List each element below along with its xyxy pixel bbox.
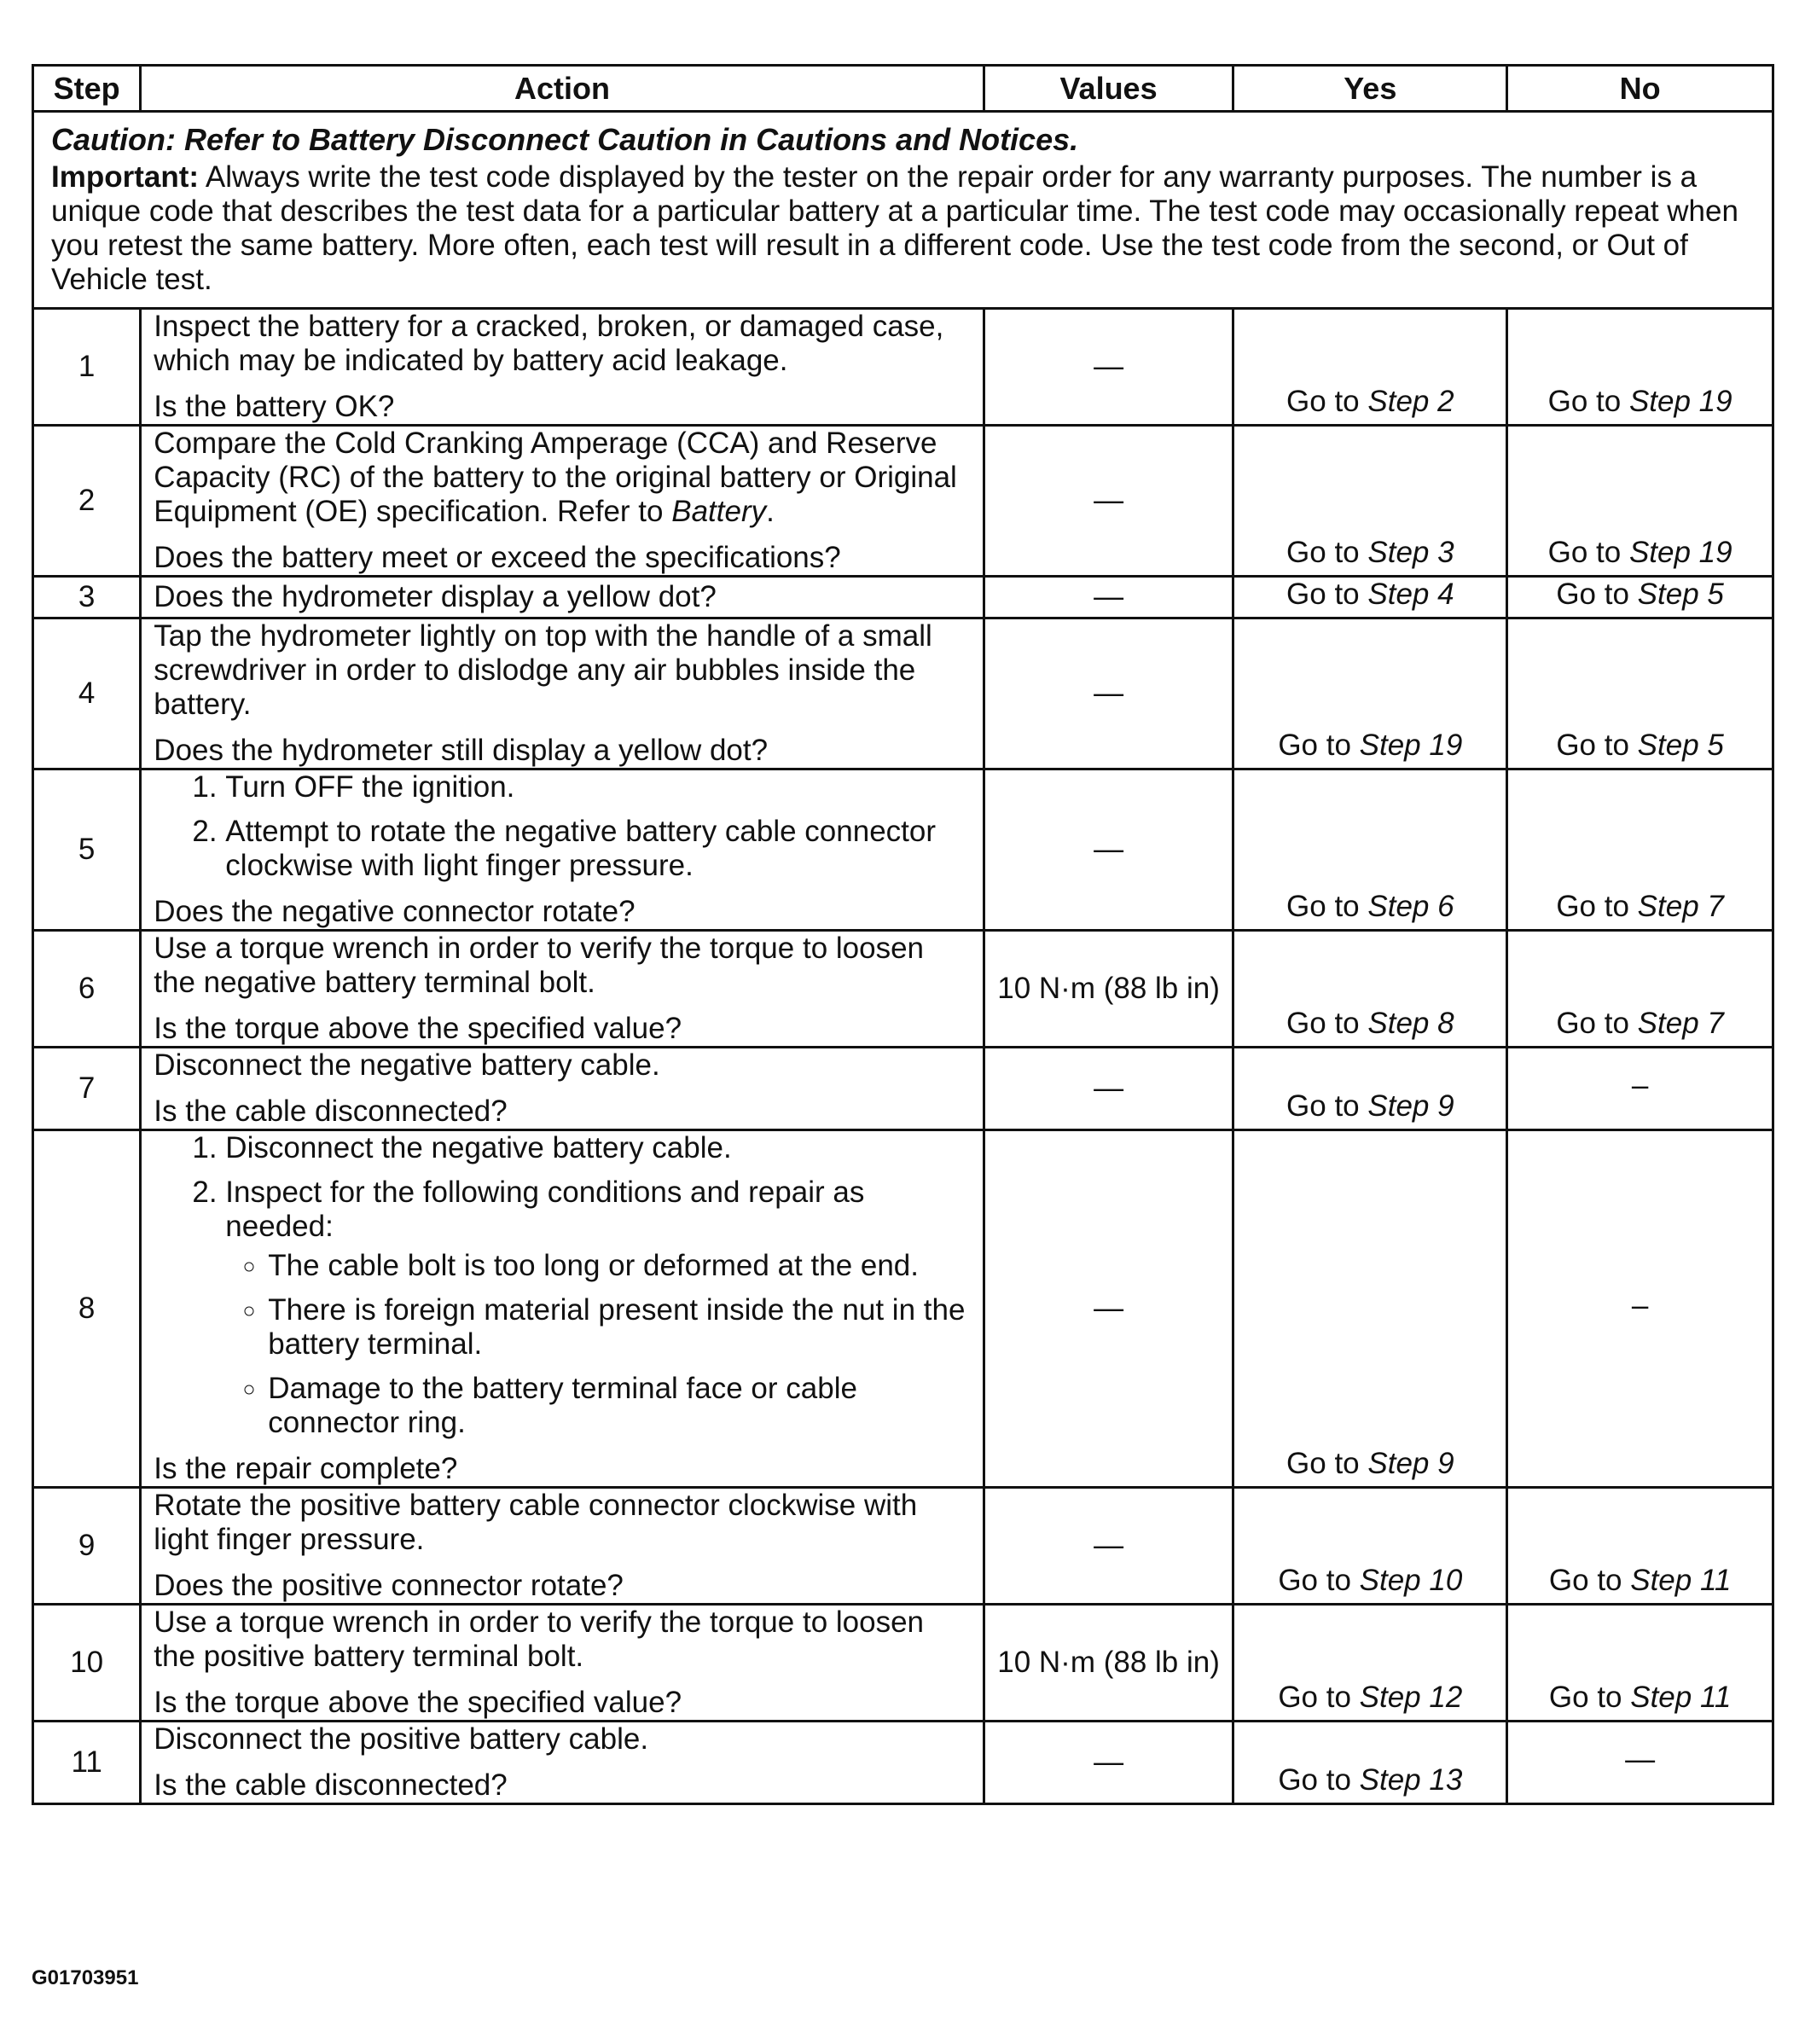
table-row (33, 769, 1773, 931)
action-text: Disconnect the positive battery cable. (154, 1722, 649, 1756)
table-row (33, 426, 1773, 577)
value-cell: — (984, 769, 1233, 931)
yes-step-link: Step 10 (1359, 1564, 1463, 1597)
action-text: Compare the Cold Cranking Amperage (CCA) and Reserve Capacity (RC) of the battery to the original battery or Original Equipment (OE) specification. Refer to Battery. (154, 427, 957, 528)
action-question: Does the battery meet or exceed the specifications? (154, 541, 841, 574)
value-cell: 10 N·m (88 lb in) (984, 1605, 1233, 1722)
no-cell: Go to Step 5 (1507, 618, 1773, 769)
step-number: 2 (33, 426, 141, 577)
action-cell (141, 618, 984, 769)
action-text: Rotate the positive battery cable connector clockwise with light finger pressure. (154, 1489, 918, 1556)
intro-row (33, 112, 1773, 309)
action-question: Does the negative connector rotate? (154, 895, 636, 928)
action-step-item: 2. Attempt to rotate the negative battery cable connector clockwise with light finger pressure. (225, 815, 970, 883)
action-cell (141, 426, 984, 577)
no-step-link: Step 7 (1637, 890, 1724, 923)
table-row (33, 618, 1773, 769)
no-cell: Go to Step 11 (1507, 1488, 1773, 1605)
action-step-item: 2. Inspect for the following conditions and repair as needed: ◦ The cable bolt is too long or deformed at the end. ◦ There is foreign material present inside the nut in the battery terminal. ◦ Damage to the battery terminal face or cable connector ring. (225, 1176, 970, 1440)
step-number: 4 (33, 618, 141, 769)
step-number: 10 (33, 1605, 141, 1722)
no-step-link: Step 19 (1628, 536, 1732, 569)
no-cell: Go to Step 19 (1507, 426, 1773, 577)
action-cell (141, 1722, 984, 1804)
yes-cell: Go to Step 2 (1233, 309, 1507, 426)
header-no: No (1507, 66, 1773, 112)
action-cell (141, 577, 984, 618)
action-steps-list (154, 770, 970, 883)
action-cell (141, 1488, 984, 1605)
no-step-link: Step 11 (1630, 1564, 1732, 1597)
header-yes: Yes (1233, 66, 1507, 112)
condition-item: ◦ Damage to the battery terminal face or cable connector ring. (268, 1372, 970, 1440)
no-cell: Go to Step 11 (1507, 1605, 1773, 1722)
table-row (33, 1722, 1773, 1804)
step-number: 8 (33, 1130, 141, 1488)
step-number: 1 (33, 309, 141, 426)
yes-step-link: Step 13 (1359, 1763, 1463, 1797)
action-question: Is the torque above the specified value? (154, 1686, 682, 1719)
yes-step-link: Step 12 (1359, 1681, 1463, 1714)
yes-cell: Go to Step 12 (1233, 1605, 1507, 1722)
value-cell: — (984, 426, 1233, 577)
header-row (33, 66, 1773, 112)
condition-list (225, 1249, 970, 1440)
no-step-link: Step 5 (1637, 729, 1724, 762)
yes-cell: Go to Step 4 (1233, 577, 1507, 618)
action-cell (141, 1605, 984, 1722)
action-cell (141, 1048, 984, 1130)
yes-cell: Go to Step 13 (1233, 1722, 1507, 1804)
action-step-item: 1. Disconnect the negative battery cable. (225, 1131, 970, 1165)
yes-step-link: Step 6 (1367, 890, 1454, 923)
no-cell: Go to Step 7 (1507, 769, 1773, 931)
action-text: Use a torque wrench in order to verify the torque to loosen the positive battery terminal bolt. (154, 1606, 925, 1673)
yes-cell: Go to Step 3 (1233, 426, 1507, 577)
table-row (33, 1048, 1773, 1130)
action-question: Is the repair complete? (154, 1452, 458, 1485)
action-cell (141, 1130, 984, 1488)
action-question: Does the positive connector rotate? (154, 1569, 624, 1602)
no-cell: Go to Step 7 (1507, 931, 1773, 1048)
table-row (33, 931, 1773, 1048)
value-cell: — (984, 1048, 1233, 1130)
action-step-item: 1. Turn OFF the ignition. (225, 770, 970, 804)
yes-cell: Go to Step 8 (1233, 931, 1507, 1048)
yes-step-link: Step 9 (1367, 1447, 1454, 1480)
action-question: Is the torque above the specified value? (154, 1012, 682, 1045)
table-row (33, 1488, 1773, 1605)
important-note (51, 160, 1755, 297)
no-cell: – (1507, 1048, 1773, 1130)
step-number: 3 (33, 577, 141, 618)
yes-step-link: Step 19 (1359, 729, 1463, 762)
action-cell (141, 769, 984, 931)
action-steps-list (154, 1131, 970, 1440)
step-number: 7 (33, 1048, 141, 1130)
table-row (33, 309, 1773, 426)
action-text: Use a torque wrench in order to verify the torque to loosen the negative battery terminal bolt. (154, 932, 925, 999)
step-number: 6 (33, 931, 141, 1048)
action-question: Does the hydrometer still display a yellow dot? (154, 734, 769, 767)
caution-text: Caution: Refer to Battery Disconnect Caution in Cautions and Notices. (51, 122, 1079, 157)
no-cell: – (1507, 1130, 1773, 1488)
condition-item: ◦ There is foreign material present inside the nut in the battery terminal. (268, 1293, 970, 1362)
action-question: Is the cable disconnected? (154, 1095, 508, 1128)
table-row (33, 1130, 1773, 1488)
no-cell: — (1507, 1722, 1773, 1804)
header-step: Step (33, 66, 141, 112)
action-reference: Battery (671, 495, 767, 528)
figure-id: G01703951 (32, 1966, 139, 1989)
action-question: Is the battery OK? (154, 390, 395, 423)
yes-cell: Go to Step 9 (1233, 1048, 1507, 1130)
step-number: 11 (33, 1722, 141, 1804)
yes-cell: Go to Step 6 (1233, 769, 1507, 931)
table-row (33, 1605, 1773, 1722)
no-step-link: Step 11 (1630, 1681, 1732, 1714)
value-cell: — (984, 1488, 1233, 1605)
important-label: Important: (51, 160, 200, 194)
action-question: Is the cable disconnected? (154, 1768, 508, 1802)
yes-step-link: Step 8 (1367, 1007, 1454, 1040)
yes-step-link: Step 3 (1367, 536, 1454, 569)
value-cell: 10 N·m (88 lb in) (984, 931, 1233, 1048)
yes-cell: Go to Step 9 (1233, 1130, 1507, 1488)
value-cell: — (984, 618, 1233, 769)
action-text: Inspect the battery for a cracked, broken, or damaged case, which may be indicated by battery acid leakage. (154, 310, 944, 377)
yes-step-link: Step 4 (1367, 578, 1454, 611)
action-question: Does the hydrometer display a yellow dot? (154, 580, 717, 613)
value-cell: — (984, 577, 1233, 618)
action-cell (141, 309, 984, 426)
value-cell: — (984, 1130, 1233, 1488)
intro-cell (33, 112, 1773, 309)
no-cell: Go to Step 5 (1507, 577, 1773, 618)
step-number: 9 (33, 1488, 141, 1605)
value-cell: — (984, 1722, 1233, 1804)
diagnostic-table (32, 64, 1774, 1805)
action-cell (141, 931, 984, 1048)
yes-cell: Go to Step 10 (1233, 1488, 1507, 1605)
no-step-link: Step 7 (1637, 1007, 1724, 1040)
header-values: Values (984, 66, 1233, 112)
yes-step-link: Step 9 (1367, 1089, 1454, 1123)
no-cell: Go to Step 19 (1507, 309, 1773, 426)
table-row (33, 577, 1773, 618)
yes-step-link: Step 2 (1367, 385, 1454, 418)
no-step-link: Step 19 (1628, 385, 1732, 418)
action-text: Tap the hydrometer lightly on top with the handle of a small screwdriver in order to dislodge any air bubbles inside the battery. (154, 619, 932, 721)
action-text: Disconnect the negative battery cable. (154, 1048, 660, 1082)
important-text: Always write the test code displayed by the tester on the repair order for any warranty purposes. The number is a unique code that describes the test data for a particular battery at a particular time. The test code may occasionally repeat when you retest the same battery. More often, each test will result in a different code. Use the test code from the second, or Out of Vehicle test. (51, 160, 1738, 296)
condition-item: ◦ The cable bolt is too long or deformed at the end. (268, 1249, 970, 1283)
no-step-link: Step 5 (1637, 578, 1724, 611)
yes-cell: Go to Step 19 (1233, 618, 1507, 769)
step-number: 5 (33, 769, 141, 931)
value-cell: — (984, 309, 1233, 426)
header-action: Action (141, 66, 984, 112)
